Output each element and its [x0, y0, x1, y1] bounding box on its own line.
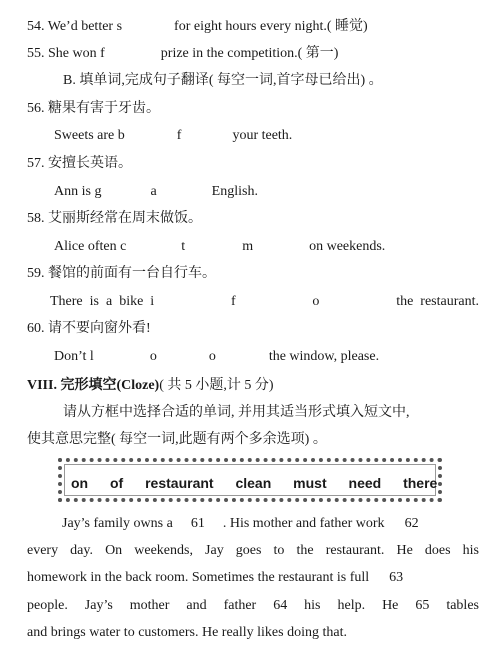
section-viii-heading: VIII. 完形填空(Cloze)( 共 5 小题,计 5 分) — [27, 378, 274, 393]
word-option: must — [293, 475, 327, 491]
word-option: restaurant — [145, 475, 214, 491]
q59-chinese: 59. 餐馆的前面有一台自行车。 — [27, 266, 216, 281]
instruction-line-1: 请从方框中选择合适的单词, 并用其适当形式填入短文中, — [63, 405, 410, 420]
word-option: there — [403, 475, 438, 491]
q58-english: Alice often c t m on weekends. — [54, 239, 386, 254]
passage-line-2: every day. On weekends, Jay goes to the restaurant. He does his — [27, 543, 479, 558]
q56-chinese: 56. 糖果有害于牙齿。 — [27, 101, 160, 116]
q60-chinese: 60. 请不要向窗外看! — [27, 321, 151, 336]
passage-line-3: homework in the back room. Sometimes the restaurant is full 63 — [27, 570, 404, 585]
q60-english: Don’t l o o the window, please. — [54, 349, 380, 364]
q54: 54. We’d better s for eight hours every night.( 睡觉) — [27, 19, 368, 34]
word-box-words — [62, 475, 438, 491]
section-b-heading: B. 填单词,完成句子翻译( 每空一词,首字母已给出) 。 — [63, 73, 383, 88]
q57-chinese: 57. 安擅长英语。 — [27, 156, 132, 171]
word-option: need — [348, 475, 382, 491]
q57-english: Ann is g a English. — [54, 184, 258, 199]
q56-english: Sweets are b f your teeth. — [54, 128, 293, 143]
q55: 55. She won f prize in the competition.( 第一) — [27, 46, 339, 61]
instruction-line-2: 使其意思完整( 每空一词,此题有两个多余选项) 。 — [27, 432, 327, 447]
passage-line-5: and brings water to customers. He really likes doing that. — [27, 625, 347, 640]
q58-chinese: 58. 艾丽斯经常在周末做饭。 — [27, 211, 202, 226]
word-option: clean — [235, 475, 272, 491]
word-option: of — [110, 475, 124, 491]
q59-english: There is a bike i f o the restaurant. — [50, 294, 479, 309]
word-box — [58, 458, 442, 502]
passage-line-1: Jay’s family owns a 61 . His mother and father work 62 — [62, 516, 419, 531]
passage-line-4: people. Jay’s mother and father 64 his help. He 65 tables — [27, 598, 479, 613]
word-option: on — [71, 475, 89, 491]
